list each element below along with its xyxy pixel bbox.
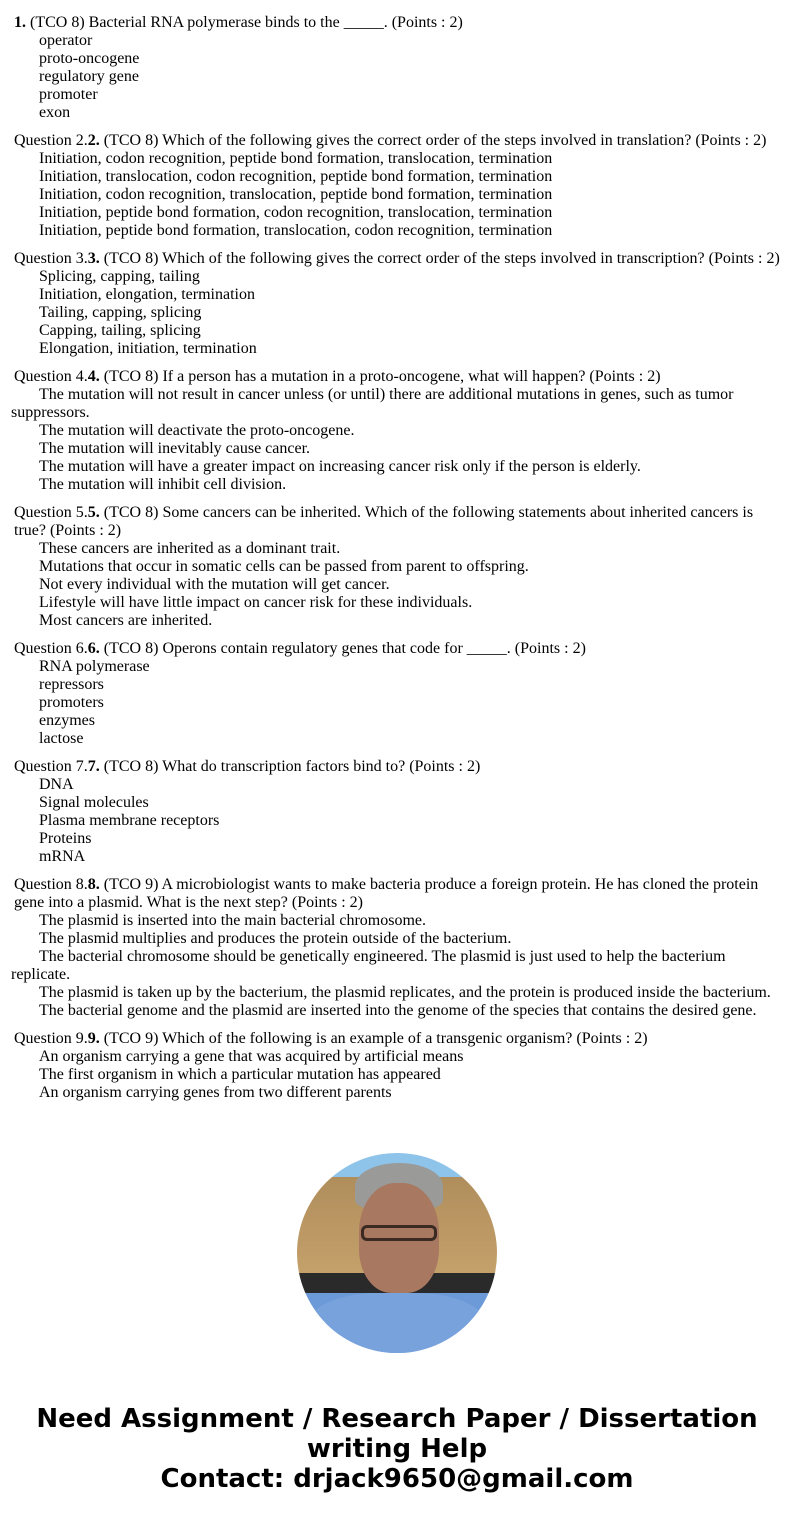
answer-option[interactable]: Initiation, codon recognition, peptide bond formation, translocation, termination	[39, 150, 553, 167]
options-list	[0, 268, 794, 358]
answer-option[interactable]: Signal molecules	[39, 794, 149, 811]
answer-option[interactable]: The plasmid multiplies and produces the protein outside of the bacterium.	[39, 930, 512, 947]
question-prefix: Question 6.	[14, 640, 88, 657]
question-header	[0, 132, 794, 150]
question-text: (TCO 8) Which of the following gives the correct order of the steps involved in translation? (Points : 2)	[99, 132, 767, 149]
answer-option[interactable]: DNA	[39, 776, 74, 793]
question-text: (TCO 8) If a person has a mutation in a proto-oncogene, what will happen? (Points : 2)	[99, 368, 661, 385]
footer-contact	[0, 1404, 794, 1494]
question-1	[0, 14, 794, 122]
answer-option[interactable]: Tailing, capping, splicing	[39, 304, 202, 321]
answer-option[interactable]: promoter	[39, 86, 98, 103]
options-list	[0, 32, 794, 122]
question-prefix: Question 4.	[14, 368, 88, 385]
question-number: 9.	[87, 1030, 100, 1047]
quiz	[0, 14, 794, 1112]
question-header	[0, 1030, 794, 1048]
answer-option[interactable]: The plasmid is inserted into the main bacterial chromosome.	[39, 912, 427, 929]
question-9	[0, 1030, 794, 1102]
answer-option[interactable]: promoters	[39, 694, 104, 711]
question-number: 4.	[87, 368, 100, 385]
question-prefix: Question 9.	[14, 1030, 88, 1047]
options-list	[0, 540, 794, 630]
answer-option[interactable]: lactose	[39, 730, 84, 747]
options-list	[0, 776, 794, 866]
question-number: 6.	[87, 640, 100, 657]
avatar-glasses	[361, 1225, 437, 1241]
answer-option[interactable]: exon	[39, 104, 71, 121]
answer-option[interactable]: operator	[39, 32, 93, 49]
answer-option[interactable]: The first organism in which a particular mutation has appeared	[39, 1066, 441, 1083]
question-8	[0, 876, 794, 1020]
question-prefix: Question 8.	[14, 876, 88, 893]
answer-option[interactable]: An organism carrying genes from two different parents	[39, 1084, 392, 1101]
question-number: 8.	[87, 876, 100, 893]
question-prefix: Question 2.	[14, 132, 88, 149]
answer-option[interactable]: An organism carrying a gene that was acquired by artificial means	[39, 1048, 464, 1065]
options-list	[0, 1048, 794, 1102]
options-list	[0, 658, 794, 748]
question-4	[0, 368, 794, 494]
answer-option[interactable]: regulatory gene	[39, 68, 139, 85]
question-prefix: Question 5.	[14, 504, 88, 521]
answer-option[interactable]: mRNA	[39, 848, 86, 865]
question-text: (TCO 8) Bacterial RNA polymerase binds to the _____. (Points : 2)	[26, 14, 463, 31]
answer-option[interactable]: The bacterial genome and the plasmid are inserted into the genome of the species that contains the desired gene.	[39, 1002, 757, 1019]
answer-option[interactable]: Initiation, codon recognition, translocation, peptide bond formation, termination	[39, 186, 553, 203]
question-header	[0, 250, 794, 268]
question-7	[0, 758, 794, 866]
question-number: 5.	[87, 504, 100, 521]
question-header	[0, 368, 794, 386]
avatar	[297, 1153, 497, 1353]
question-text: (TCO 8) What do transcription factors bind to? (Points : 2)	[99, 758, 481, 775]
question-header	[0, 640, 794, 658]
answer-option[interactable]: Capping, tailing, splicing	[39, 322, 201, 339]
answer-option[interactable]: The mutation will inhibit cell division.	[39, 476, 287, 493]
options-list	[0, 912, 794, 1020]
question-header	[0, 504, 794, 540]
question-prefix: Question 3.	[14, 250, 88, 267]
question-header	[0, 758, 794, 776]
question-2	[0, 132, 794, 240]
question-number: 2.	[87, 132, 100, 149]
question-text: (TCO 9) Which of the following is an example of a transgenic organism? (Points : 2)	[99, 1030, 648, 1047]
answer-option[interactable]: Initiation, peptide bond formation, translocation, codon recognition, termination	[39, 222, 553, 239]
question-6	[0, 640, 794, 748]
answer-option[interactable]: The mutation will deactivate the proto-oncogene.	[39, 422, 355, 439]
question-number: 1.	[14, 14, 26, 31]
answer-option[interactable]: Proteins	[39, 830, 92, 847]
answer-option[interactable]: Most cancers are inherited.	[39, 612, 213, 629]
answer-option[interactable]: Initiation, elongation, termination	[39, 286, 255, 303]
answer-option[interactable]: Mutations that occur in somatic cells can be passed from parent to offspring.	[39, 558, 529, 575]
question-header	[0, 14, 794, 32]
answer-option[interactable]: These cancers are inherited as a dominant trait.	[39, 540, 341, 557]
avatar-shirt	[307, 1293, 487, 1353]
question-text: (TCO 8) Which of the following gives the correct order of the steps involved in transcription? (Points : 2)	[99, 250, 780, 267]
answer-option[interactable]: Initiation, peptide bond formation, codon recognition, translocation, termination	[39, 204, 553, 221]
answer-option[interactable]: The mutation will not result in cancer unless (or until) there are additional mutations in genes, such as tumor suppressors.	[11, 386, 734, 421]
answer-option[interactable]: Not every individual with the mutation will get cancer.	[39, 576, 390, 593]
question-text: (TCO 8) Operons contain regulatory genes that code for _____. (Points : 2)	[99, 640, 586, 657]
answer-option[interactable]: repressors	[39, 676, 104, 693]
footer-email: Contact: drjack9650@gmail.com	[160, 1464, 634, 1494]
answer-option[interactable]: Elongation, initiation, termination	[39, 340, 257, 357]
answer-option[interactable]: enzymes	[39, 712, 95, 729]
question-5	[0, 504, 794, 630]
answer-option[interactable]: The plasmid is taken up by the bacterium, the plasmid replicates, and the protein is produced inside the bacterium.	[39, 984, 771, 1001]
question-prefix: Question 7.	[14, 758, 88, 775]
answer-option[interactable]: proto-oncogene	[39, 50, 140, 67]
answer-option[interactable]: Plasma membrane receptors	[39, 812, 220, 829]
answer-option[interactable]: Splicing, capping, tailing	[39, 268, 200, 285]
answer-option[interactable]: Lifestyle will have little impact on cancer risk for these individuals.	[39, 594, 473, 611]
footer-help-text: Need Assignment / Research Paper / Dissertation writing Help	[36, 1404, 758, 1464]
options-list	[0, 386, 794, 494]
question-number: 3.	[87, 250, 100, 267]
answer-option[interactable]: The mutation will inevitably cause cancer.	[39, 440, 311, 457]
answer-option[interactable]: RNA polymerase	[39, 658, 150, 675]
question-header	[0, 876, 794, 912]
answer-option[interactable]: The mutation will have a greater impact on increasing cancer risk only if the person is elderly.	[39, 458, 641, 475]
question-number: 7.	[87, 758, 100, 775]
options-list	[0, 150, 794, 240]
question-text: (TCO 9) A microbiologist wants to make bacteria produce a foreign protein. He has cloned the protein gene into a plasmid. What is the next step? (Points : 2)	[14, 876, 759, 911]
question-text: (TCO 8) Some cancers can be inherited. Which of the following statements about inherited cancers is true? (Points : 2)	[14, 504, 754, 539]
answer-option[interactable]: The bacterial chromosome should be genetically engineered. The plasmid is just used to help the bacterium replicate.	[11, 948, 726, 983]
answer-option[interactable]: Initiation, translocation, codon recognition, peptide bond formation, termination	[39, 168, 553, 185]
question-3	[0, 250, 794, 358]
